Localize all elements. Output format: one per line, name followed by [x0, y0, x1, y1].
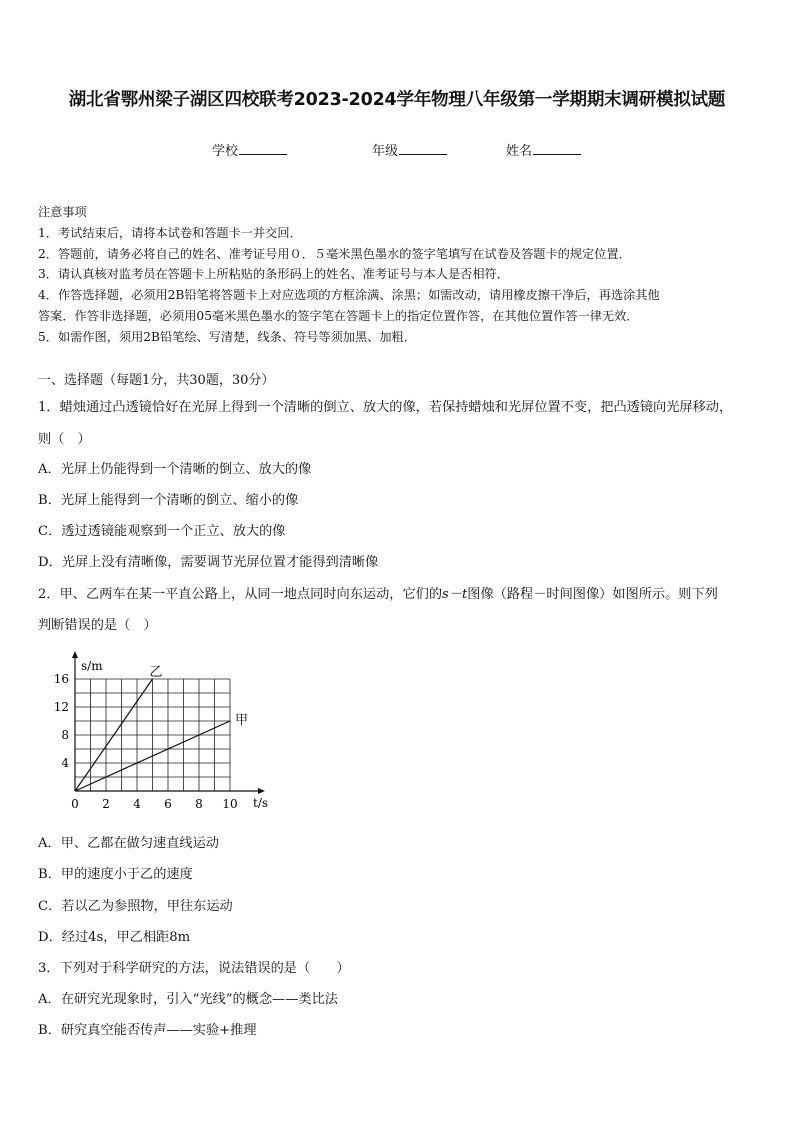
q3-option-b: B．研究真空能否传声——实验+推理	[38, 1023, 257, 1038]
q2-option-a: A．甲、乙都在做匀速直线运动	[38, 836, 219, 851]
x-tick-label: 10	[222, 797, 238, 811]
name-label: 姓名	[506, 144, 533, 159]
chart-grid	[75, 679, 230, 791]
x-axis-arrow	[258, 788, 265, 794]
x-tick-label: 4	[133, 797, 141, 811]
q2-option-d: D．经过4s，甲乙相距8m	[38, 930, 191, 945]
school-field	[212, 140, 287, 159]
y-tick-label: 8	[61, 728, 69, 742]
series-label-0: 乙	[149, 665, 163, 680]
x-tick-label: 6	[164, 797, 172, 811]
q2-stem	[38, 583, 760, 602]
q1-option-c: C．透过透镜能观察到一个正立、放大的像	[38, 524, 286, 539]
page-title: 湖北省鄂州梁子湖区四校联考2023-2024学年物理八年级第一学期期末调研模拟试题	[68, 90, 726, 110]
q1-stem-cont: 则（ ）	[38, 432, 91, 447]
name-blank	[533, 142, 581, 155]
y-tick-label: 12	[53, 700, 69, 714]
notice-item: 5．如需作图，须用2B铅笔绘、写清楚，线条、符号等须加黑、加粗．	[38, 329, 416, 344]
y-axis-arrow	[72, 651, 78, 658]
chart-series	[75, 665, 248, 791]
grade-blank	[399, 142, 447, 155]
name-field	[506, 140, 581, 159]
q1-option-b: B．光屏上能得到一个清晰的倒立、缩小的像	[38, 493, 299, 508]
q3-option-a: A．在研究光现象时，引入“光线”的概念——类比法	[38, 992, 338, 1007]
grade-field	[372, 140, 447, 159]
x-axis-label: t/s	[253, 796, 269, 810]
notice-item: 3．请认真核对监考员在答题卡上所粘贴的条形码上的姓名、准考证号与本人是否相符．	[38, 267, 509, 282]
q1-option-a: A．光屏上仍能得到一个清晰的倒立、放大的像	[38, 462, 312, 477]
y-tick-label: 16	[53, 672, 69, 686]
q2-stem-a: 2．甲、乙两车在某一平直公路上，从同一地点同时向东运动，它们的	[38, 587, 443, 602]
notice-block	[38, 202, 760, 348]
q2-stem-st: s－t	[442, 587, 468, 602]
y-tick-label: 4	[61, 756, 69, 770]
q2-option-c: C．若以乙为参照物，甲往东运动	[38, 899, 233, 914]
notice-item: 1．考试结束后，请将本试卷和答题卡一并交回．	[38, 225, 302, 240]
q3-stem: 3．下列对于科学研究的方法，说法错误的是（ ）	[38, 961, 350, 976]
school-blank	[239, 142, 287, 155]
x-tick-label: 8	[195, 797, 203, 811]
q2-option-b: B．甲的速度小于乙的速度	[38, 867, 193, 882]
series-label-1: 甲	[235, 713, 249, 728]
notice-item: 2．答题前，请务必将自己的姓名、准考证号用０．５毫米黑色墨水的签字笔填写在试卷及答题卡的规定位置．	[38, 246, 631, 261]
notice-item: 答案．作答非选择题，必须用05毫米黑色墨水的签字笔在答题卡上的指定位置作答，在其他位置作答一律无效．	[38, 308, 639, 323]
q1-option-d: D．光屏上没有清晰像，需要调节光屏位置才能得到清晰像	[38, 555, 379, 570]
q2-stem-b: 图像（路程－时间图像）如图所示。则下列	[467, 587, 718, 602]
q2-stem-cont: 判断错误的是（ ）	[38, 618, 157, 633]
q1-stem: 1．蜡烛通过凸透镜恰好在光屏上得到一个清晰的倒立、放大的像，若保持蜡烛和光屏位置不变，把凸透镜向光屏移动，	[38, 400, 733, 415]
y-axis-label: s/m	[81, 659, 103, 673]
x-tick-label: 2	[102, 797, 110, 811]
section-heading: 一、选择题（每题1分，共30题，30分）	[38, 373, 275, 388]
st-graph	[38, 648, 278, 818]
notice-header: 注意事项	[38, 205, 87, 219]
grade-label: 年级	[372, 144, 399, 159]
x-tick-label: 0	[71, 797, 79, 811]
notice-item: 4．作答选择题，必须用2B铅笔将答题卡上对应选项的方框涂满、涂黑；如需改动，请用橡皮擦干净后，再选涂其他	[38, 288, 660, 303]
school-label: 学校	[212, 144, 239, 159]
